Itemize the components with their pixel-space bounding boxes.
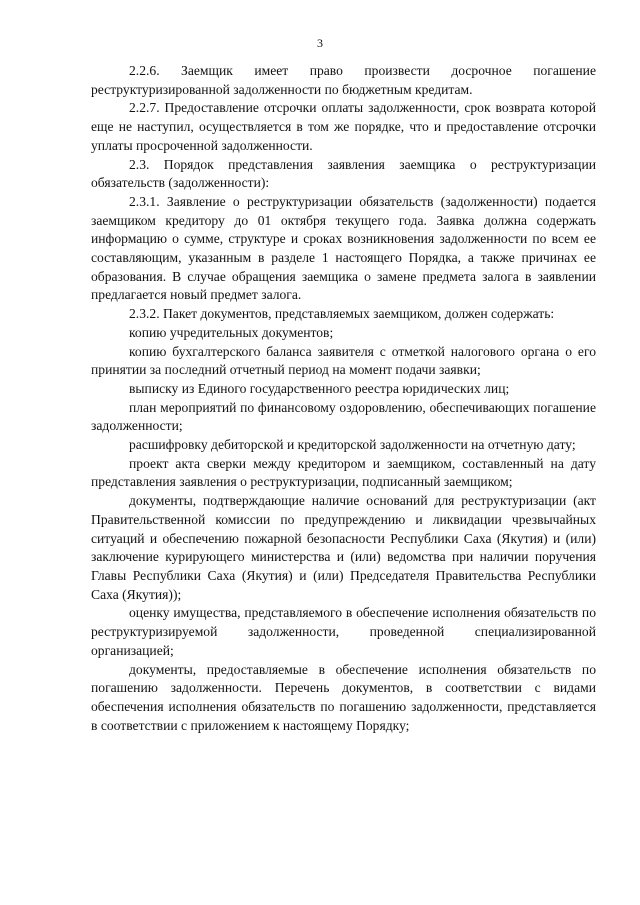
list-item: расшифровку дебиторской и кредиторской задолженности на отчетную дату; [129, 437, 576, 453]
paragraph-2-2-7: 2.2.7. Предоставление отсрочки оплаты задолженности, срок возврата которой еще не наступил, осуществляется в том же порядке, что и предоставление отсрочки уплаты просроченной задолженности. [91, 100, 596, 153]
document-body [91, 62, 596, 735]
paragraph-2-2-6: 2.2.6. Заемщик имеет право произвести досрочное погашение реструктуризированной задолженности по бюджетным кредитам. [91, 63, 596, 97]
list-item: выписку из Единого государственного реестра юридических лиц; [129, 380, 510, 396]
list-item: проект акта сверки между кредитором и заемщиком, составленный на дату представления заявления о реструктуризации, подписанный заемщиком; [91, 455, 596, 490]
list-item: копию учредительных документов; [129, 324, 334, 340]
paragraph-2-3-1: 2.3.1. Заявление о реструктуризации обязательств (задолженности) подается заемщиком кредитору до 01 октября текущего года. Заявка должна содержать информацию о сумме, структуре и сроках возникновения задолженности по всем ее составляющим, указанным в разделе 1 настоящего Порядка, а также причинах ее образования. В случае обращения заемщика о замене предмета залога в заявлении предлагается новый предмет залога. [91, 193, 596, 303]
page-number: 3 [317, 36, 323, 50]
list-item: план мероприятий по финансовому оздоровлению, обеспечивающих погашение задолженности; [91, 399, 596, 434]
list-item: документы, подтверждающие наличие оснований для реструктуризации (акт Правительственной комиссии по предупреждению и ликвидации чрезвычайных ситуаций и обеспечению пожарной безопасности Республики Саха (Якутия) и (или) заключение курирующего министерства и (или) ведомства при наличии поручения Главы Республики Саха (Якутия) и (или) Председателя Правительства Республики Саха (Якутия)); [91, 493, 596, 602]
paragraph-2-3-2: 2.3.2. Пакет документов, представляемых заемщиком, должен содержать: [129, 306, 555, 322]
list-item: копию бухгалтерского баланса заявителя с отметкой налогового органа о его принятии за последний отчетный период на момент подачи заявки; [91, 343, 596, 378]
list-item: документы, предоставляемые в обеспечение исполнения обязательств по погашению задолженности. Перечень документов, в соответствии с видами обеспечения исполнения обязательств по погашению задолженности, представляется в соответствии с приложением к настоящему Порядку; [91, 661, 596, 733]
list-item: оценку имущества, представляемого в обеспечение исполнения обязательств по реструктуризируемой задолженности, проведенной специализированной организацией; [91, 605, 596, 658]
paragraph-2-3: 2.3. Порядок представления заявления заемщика о реструктуризации обязательств (задолженности): [91, 156, 596, 191]
